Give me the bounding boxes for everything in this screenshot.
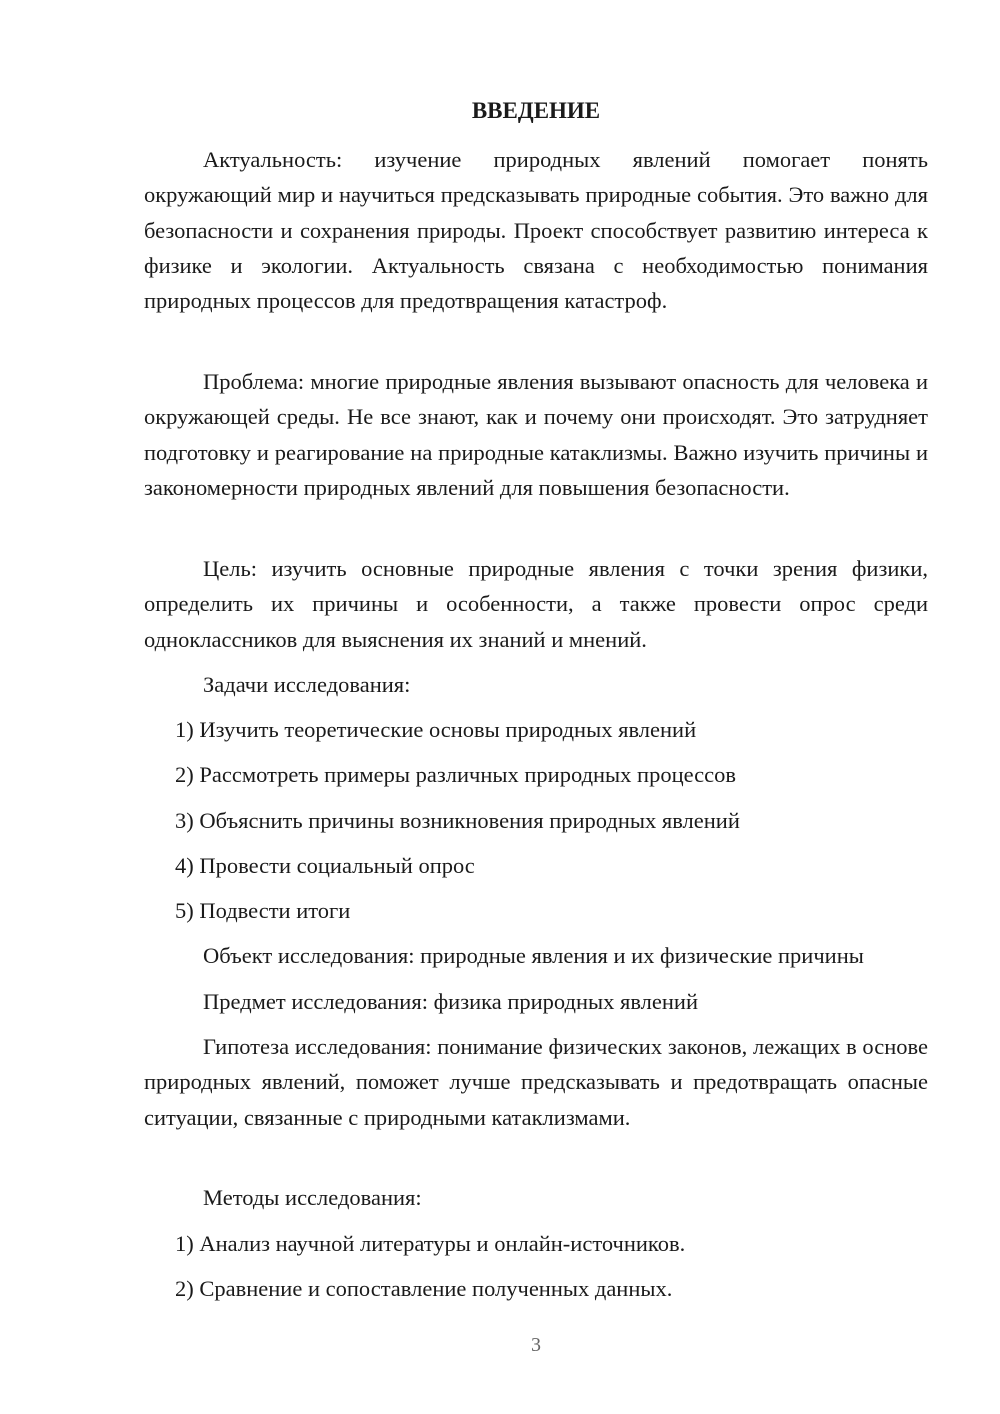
- tasks-title: Задачи исследования:: [203, 672, 411, 697]
- page-title: ВВЕДЕНИЕ: [471, 98, 601, 123]
- task-item: 3) Объяснить причины возникновения природных явлений: [175, 808, 740, 833]
- task-item: 5) Подвести итоги: [175, 898, 351, 923]
- task-item: 2) Рассмотреть примеры различных природных процессов: [175, 762, 737, 787]
- problem-paragraph: Проблема: многие природные явления вызывают опасность для человека и окружающей среды. Не все знают, как и почему они происходят. Это затрудняет подготовку и реагирование на природные катаклизмы. Важно изучить причины и закономерности природных явлений для повышения безопасности.: [144, 369, 928, 500]
- page-number: 3: [531, 1334, 541, 1356]
- research-subject: Предмет исследования: физика природных явлений: [203, 989, 698, 1014]
- method-item: 2) Сравнение и сопоставление полученных данных.: [175, 1276, 673, 1301]
- method-item: 1) Анализ научной литературы и онлайн-источников.: [175, 1231, 686, 1256]
- task-item: 1) Изучить теоретические основы природных явлений: [175, 717, 697, 742]
- methods-title: Методы исследования:: [203, 1185, 422, 1210]
- hypothesis-paragraph: Гипотеза исследования: понимание физических законов, лежащих в основе природных явлений, поможет лучше предсказывать и предотвращать опасные ситуации, связанные с природными катаклизмами.: [144, 1034, 928, 1130]
- relevance-paragraph: Актуальность: изучение природных явлений помогает понять окружающий мир и научиться предсказывать природные события. Это важно для безопасности и сохранения природы. Проект способствует развитию интереса к физике и экологии. Актуальность связана с необходимостью понимания природных процессов для предотвращения катастроф.: [144, 147, 928, 314]
- task-item: 4) Провести социальный опрос: [175, 853, 475, 878]
- goal-paragraph: Цель: изучить основные природные явления с точки зрения физики, определить их причины и особенности, а также провести опрос среди одноклассников для выяснения их знаний и мнений.: [144, 556, 928, 652]
- research-object: Объект исследования: природные явления и их физические причины: [203, 943, 864, 968]
